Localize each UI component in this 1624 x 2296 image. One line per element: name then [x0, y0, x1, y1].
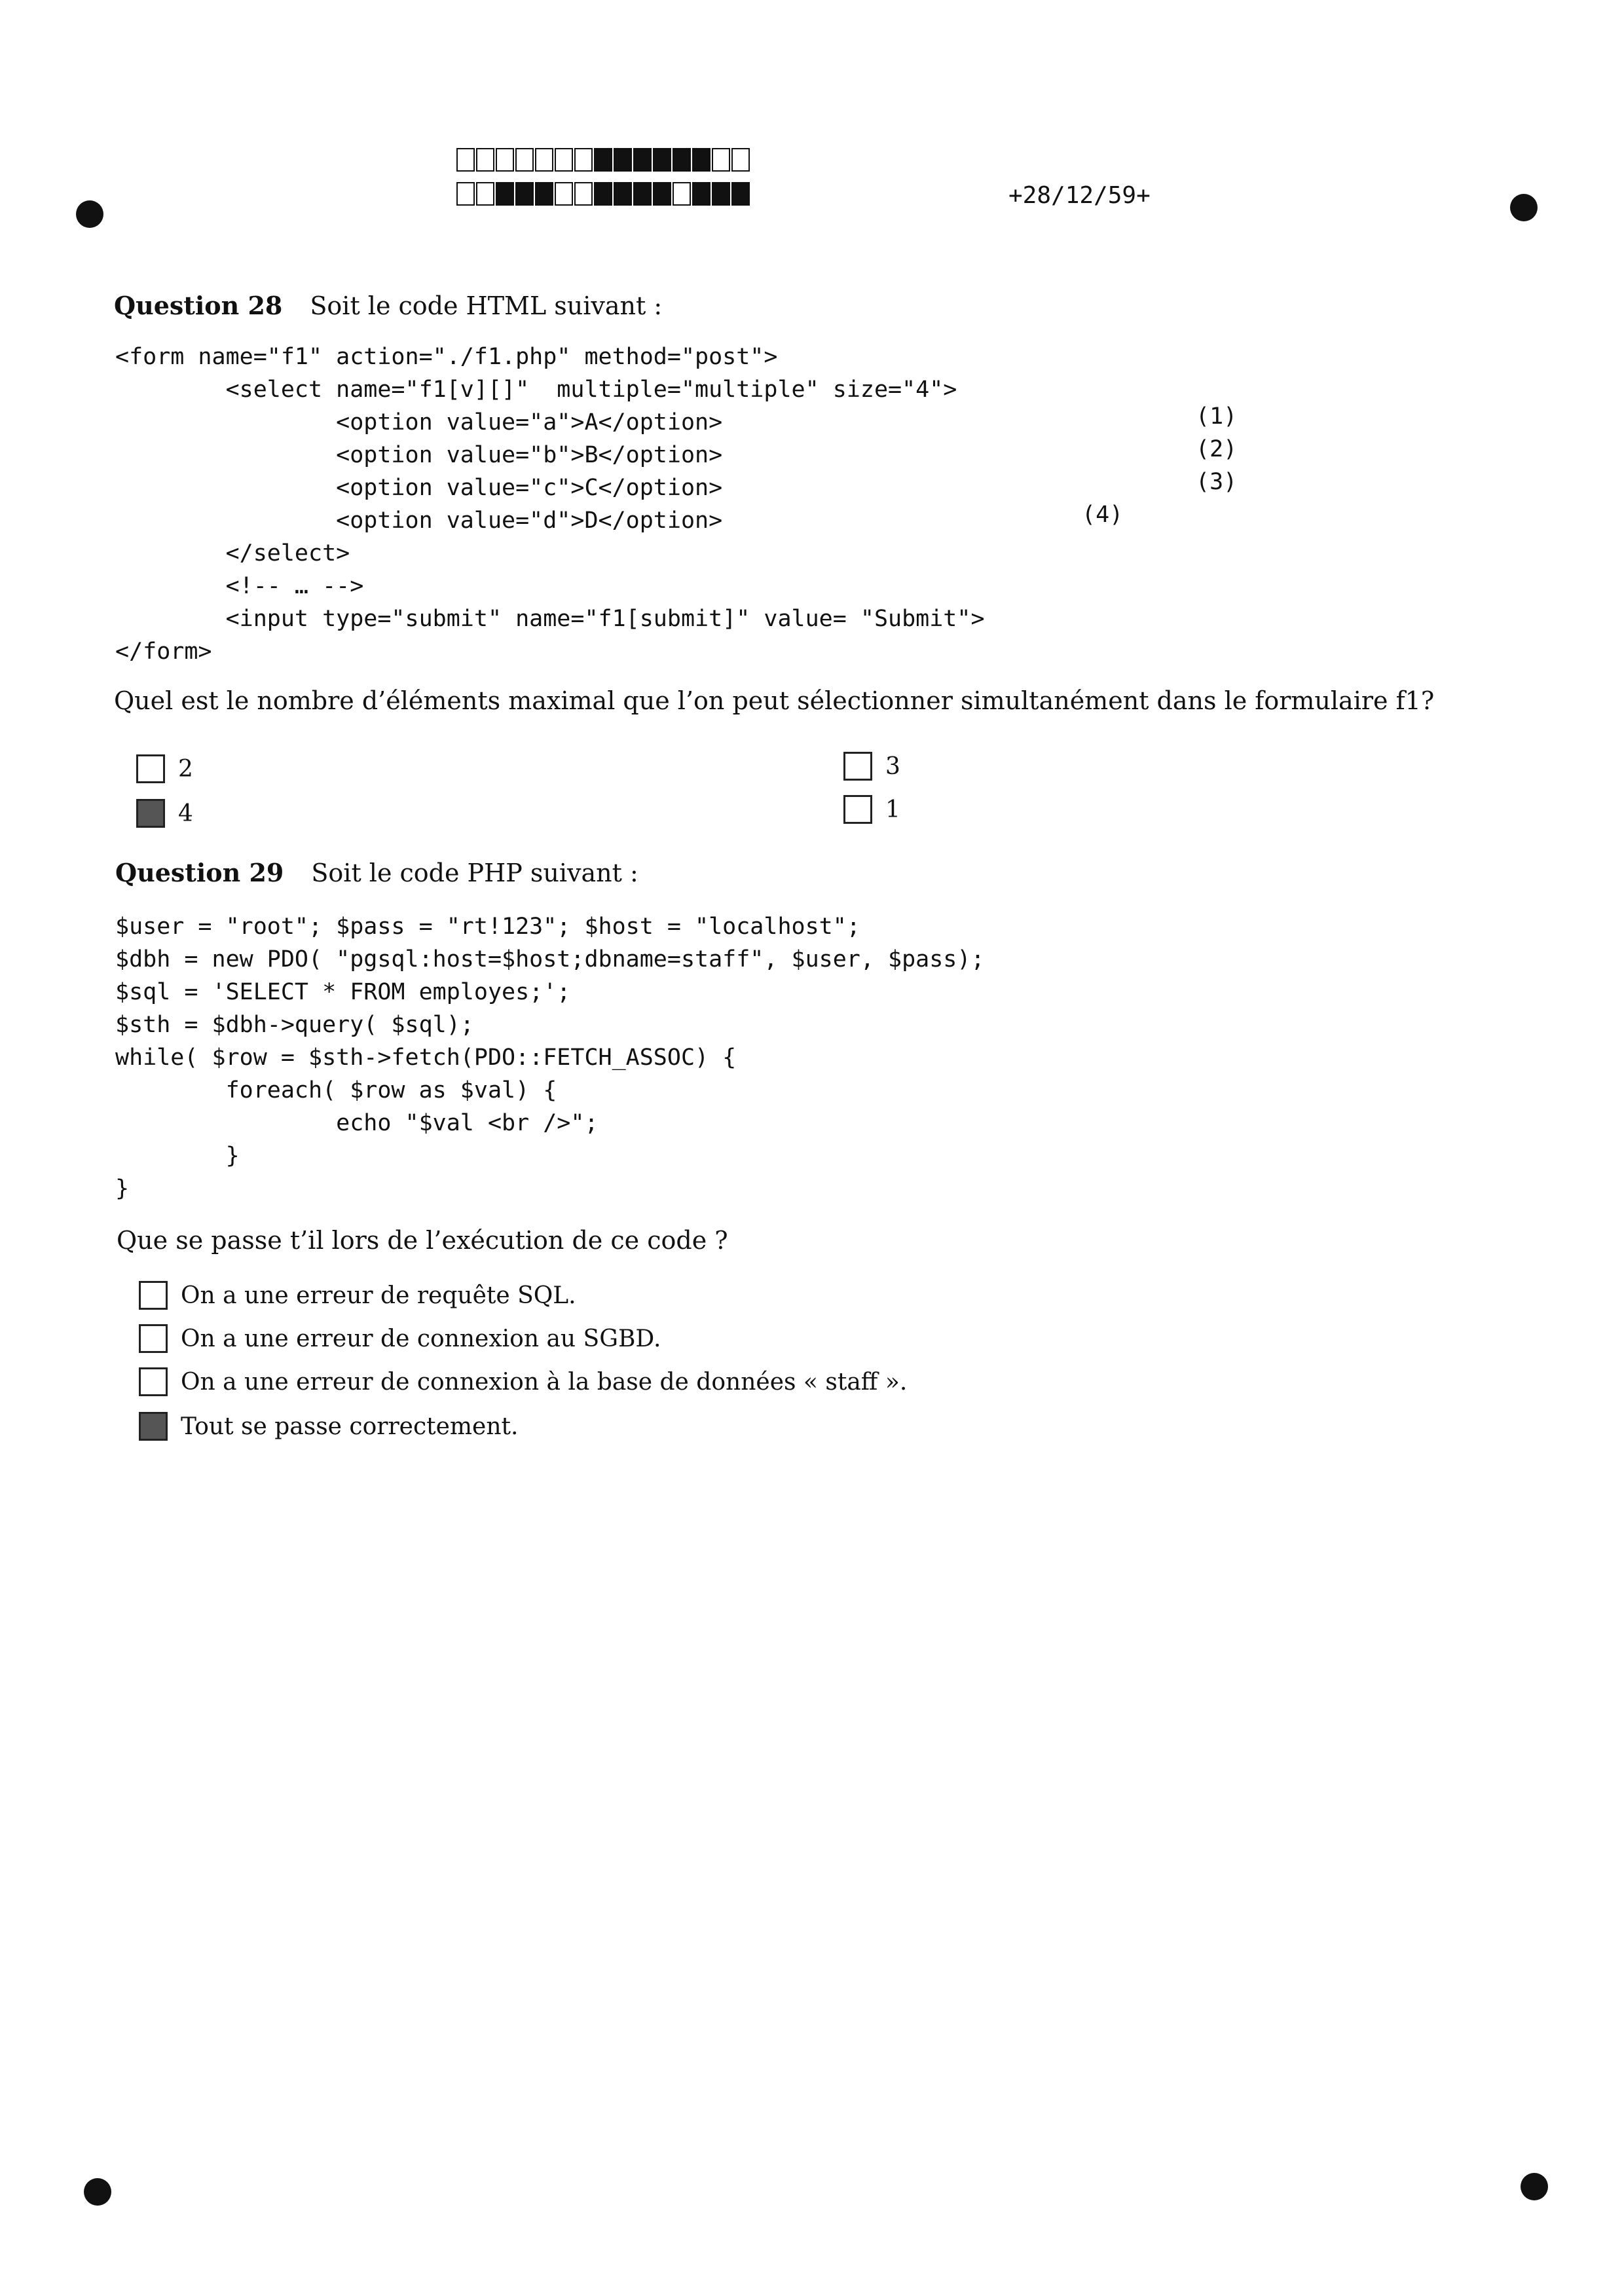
q29-answer-label: On a une erreur de requête SQL.	[181, 1282, 576, 1309]
line-number-1: (1)	[1196, 403, 1238, 430]
code-bar-cell	[555, 182, 573, 206]
q29-checkbox-2[interactable]	[139, 1324, 168, 1353]
q28-answer-label: 1	[885, 796, 900, 823]
q29-question: Que se passe t’il lors de l’exécution de ce code ?	[117, 1226, 728, 1255]
q29-answer-label: On a une erreur de connexion au SGBD.	[181, 1325, 661, 1352]
code-bar-cell	[456, 148, 475, 172]
q29-code-line: $user = "root"; $pass = "rt!123"; $host = "localhost";	[115, 914, 860, 940]
q29-checkbox-3[interactable]	[139, 1367, 168, 1396]
code-bar-cell	[673, 148, 691, 172]
code-bar-cell	[476, 182, 494, 206]
q29-code-line: echo "$val <br />";	[115, 1110, 599, 1136]
code-bar-cell	[574, 182, 593, 206]
line-number-4: (4)	[1082, 502, 1124, 528]
q29-checkbox-4[interactable]	[139, 1412, 168, 1441]
q28-checkbox-4[interactable]	[136, 799, 165, 828]
registration-mark-top-right	[1510, 194, 1538, 221]
q29-answer-ok[interactable]	[139, 1412, 518, 1441]
code-bar-cell	[673, 182, 691, 206]
q28-answer-label: 3	[885, 752, 900, 780]
q28-code-line: <!-- … -->	[115, 573, 364, 599]
q28-code-line: <select name="f1[v][]" multiple="multiple" size="4">	[115, 377, 957, 403]
q28-answer-label: 2	[178, 755, 193, 783]
code-bar-cell	[496, 148, 514, 172]
q28-answer-label: 4	[178, 800, 193, 827]
code-bar-cell	[633, 182, 652, 206]
q28-code-line: <option value="a">A</option>	[115, 409, 723, 435]
q29-code-line: }	[115, 1176, 130, 1202]
q28-code-line: <input type="submit" name="f1[submit]" value= "Submit">	[115, 606, 985, 632]
q29-code-block	[115, 910, 985, 1205]
q28-code-line: <form name="f1" action="./f1.php" method="post">	[115, 344, 778, 370]
q28-answer-1[interactable]	[843, 795, 900, 824]
code-bar-cell	[653, 148, 671, 172]
q29-answer-label: Tout se passe correctement.	[181, 1413, 519, 1440]
code-bar-bottom	[456, 182, 751, 206]
q29-code-line: while( $row = $sth->fetch(PDO::FETCH_ASSOC) {	[115, 1045, 737, 1071]
q28-code-line: <option value="c">C</option>	[115, 475, 723, 501]
q28-answer-2[interactable]	[136, 754, 193, 783]
q29-answer-label: On a une erreur de connexion à la base de données « staff ».	[181, 1368, 908, 1396]
code-bar-cell	[555, 148, 573, 172]
q29-number: Question 29	[115, 858, 284, 887]
code-bar-cell	[594, 182, 612, 206]
page-identifier: +28/12/59+	[1008, 182, 1151, 209]
code-bar-cell	[496, 182, 514, 206]
code-bar-cell	[574, 148, 593, 172]
code-bar-cell	[515, 182, 534, 206]
registration-mark-top-left	[76, 200, 103, 228]
code-bar-cell	[692, 182, 710, 206]
q29-answer-sql-error[interactable]	[139, 1281, 576, 1310]
q28-intro: Soit le code HTML suivant :	[310, 291, 663, 320]
q28-code-block	[115, 341, 985, 668]
code-bar-cell	[653, 182, 671, 206]
q29-code-line: $dbh = new PDO( "pgsql:host=$host;dbname=staff", $user, $pass);	[115, 946, 985, 972]
code-bar-cell	[476, 148, 494, 172]
q28-question: Quel est le nombre d’éléments maximal que l’on peut sélectionner simultanément dans le formulaire f1?	[114, 686, 1435, 715]
code-bar-cell	[535, 182, 553, 206]
code-bar-cell	[594, 148, 612, 172]
registration-mark-bottom-right	[1521, 2173, 1548, 2200]
q28-checkbox-1[interactable]	[843, 795, 872, 824]
code-bar-cell	[614, 148, 632, 172]
q29-intro: Soit le code PHP suivant :	[311, 859, 638, 887]
q28-code-line: </select>	[115, 540, 350, 566]
code-bar-cell	[614, 182, 632, 206]
q29-title	[115, 858, 638, 887]
line-number-3: (3)	[1196, 469, 1238, 495]
q29-answer-sgbd-error[interactable]	[139, 1324, 661, 1353]
q29-code-line: $sql = 'SELECT * FROM employes;';	[115, 979, 571, 1005]
code-bar-cell	[692, 148, 710, 172]
q28-checkbox-3[interactable]	[843, 752, 872, 781]
q29-answer-db-error[interactable]	[139, 1367, 907, 1396]
code-bar-cell	[456, 182, 475, 206]
code-bar-cell	[712, 182, 730, 206]
q29-checkbox-1[interactable]	[139, 1281, 168, 1310]
line-number-2: (2)	[1196, 436, 1238, 462]
q29-code-line: $sth = $dbh->query( $sql);	[115, 1012, 474, 1038]
q28-answer-3[interactable]	[843, 752, 900, 781]
q28-number: Question 28	[114, 291, 283, 320]
code-bar-cell	[731, 182, 750, 206]
code-bar-cell	[731, 148, 750, 172]
q28-title	[114, 291, 662, 320]
code-bar-cell	[535, 148, 553, 172]
code-bar-top	[456, 148, 751, 172]
q28-code-line: <option value="b">B</option>	[115, 442, 723, 468]
q28-code-line: </form>	[115, 639, 212, 665]
q29-code-line: foreach( $row as $val) {	[115, 1077, 557, 1103]
q28-code-line: <option value="d">D</option>	[115, 508, 723, 534]
q29-code-line: }	[115, 1143, 240, 1169]
registration-mark-bottom-left	[84, 2178, 111, 2206]
code-bar-cell	[712, 148, 730, 172]
q28-answer-4[interactable]	[136, 799, 193, 828]
q28-checkbox-2[interactable]	[136, 754, 165, 783]
code-bar-cell	[633, 148, 652, 172]
code-bar-cell	[515, 148, 534, 172]
